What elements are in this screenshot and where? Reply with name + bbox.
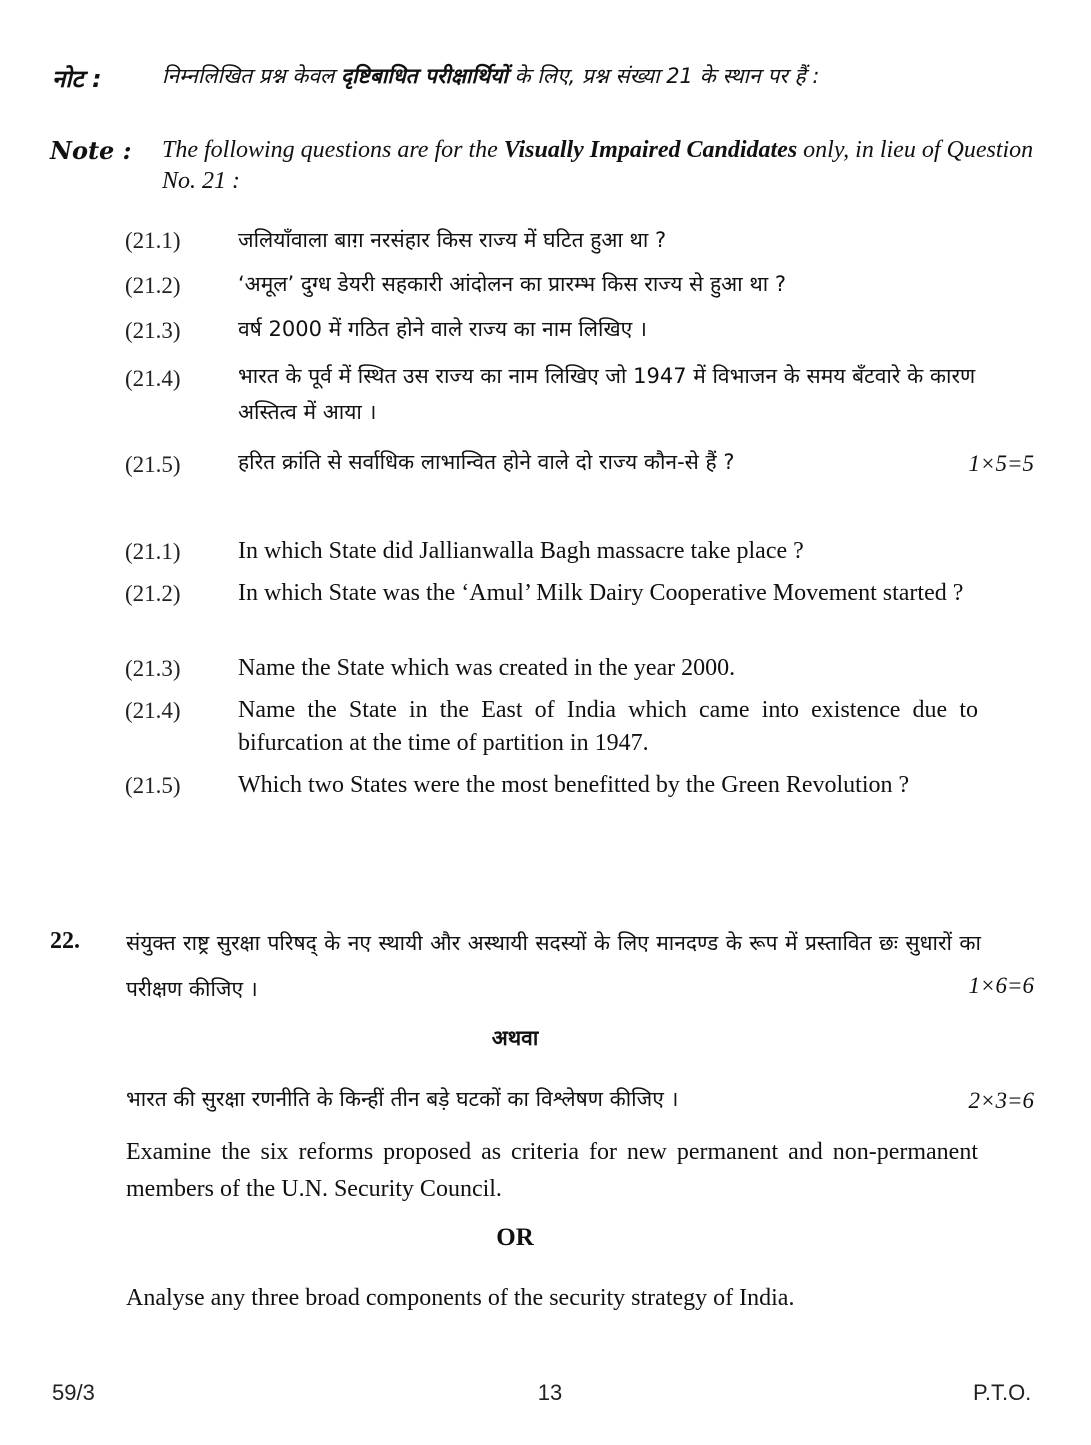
hindi-q-number: (21.4) <box>125 366 181 391</box>
english-q-number: (21.4) <box>125 698 181 723</box>
english-q-number: (21.3) <box>125 656 181 681</box>
hindi-q-text: जलियाँवाला बाग़ नरसंहार किस राज्य में घटित हुआ था ? <box>238 228 667 252</box>
english-q-number: (21.2) <box>125 581 181 606</box>
note-text-hindi-bold: दृष्टिबाधित परीक्षार्थियों <box>340 64 508 88</box>
hindi-marks: 1×5=5 <box>968 451 1034 476</box>
note-text-english <box>162 135 1034 197</box>
q22-hindi-alt-marks: 2×3=6 <box>968 1088 1034 1113</box>
q22-english-alt-text: Analyse any three broad components of the security strategy of India. <box>126 1285 795 1311</box>
note-text-english-bold: Visually Impaired Candidates <box>503 137 798 163</box>
english-q-text: In which State was the ‘Amul’ Milk Dairy Cooperative Movement started ? <box>238 580 964 606</box>
hindi-or-label: अथवा <box>491 1026 539 1050</box>
note-text-hindi-after: के लिए, प्रश्न संख्या 21 के स्थान पर हैं : <box>507 64 820 88</box>
english-q-text: Which two States were the most benefitted by the Green Revolution ? <box>238 772 910 798</box>
hindi-q-text: भारत के पूर्व में स्थित उस राज्य का नाम लिखिए जो 1947 में विभाजन के समय बँटवारे के कारण अस्तित्व में आया । <box>238 364 976 424</box>
note-text-hindi-before: निम्नलिखित प्रश्न केवल <box>162 64 341 88</box>
question-number: 22. <box>50 928 80 954</box>
hindi-q-text: वर्ष 2000 में गठित होने वाले राज्य का नाम लिखिए । <box>238 317 647 341</box>
note-label-hindi: नोट : <box>52 65 102 93</box>
hindi-q-number: (21.3) <box>125 318 181 343</box>
english-q-text: In which State did Jallianwalla Bagh massacre take place ? <box>238 538 804 564</box>
paper-code: 59/3 <box>52 1380 95 1405</box>
english-q-text: Name the State which was created in the year 2000. <box>238 655 736 681</box>
hindi-q-number: (21.5) <box>125 452 181 477</box>
hindi-q-text: हरित क्रांति से सर्वाधिक लाभान्वित होने वाले दो राज्य कौन-से हैं ? <box>238 450 735 474</box>
q22-hindi-alt-text: भारत की सुरक्षा रणनीति के किन्हीं तीन बड़े घटकों का विश्लेषण कीजिए । <box>126 1087 679 1111</box>
note-text-hindi <box>162 60 1032 92</box>
q22-english-text: Examine the six reforms proposed as criteria for new permanent and non-permanent members of the U.N. Security Council. <box>126 1139 978 1202</box>
q22-hindi-marks: 1×6=6 <box>968 973 1034 998</box>
english-or-label: OR <box>496 1224 534 1251</box>
english-q-number: (21.5) <box>125 773 181 798</box>
note-label-english: Note : <box>50 136 132 165</box>
english-q-number: (21.1) <box>125 539 181 564</box>
pto-label: P.T.O. <box>973 1380 1032 1405</box>
hindi-q-number: (21.2) <box>125 273 181 298</box>
page-number: 13 <box>537 1380 563 1405</box>
english-q-text: Name the State in the East of India which came into existence due to bifurcation at the time of partition in 1947. <box>238 697 978 756</box>
hindi-q-number: (21.1) <box>125 228 181 253</box>
note-text-english-before: The following questions are for the <box>162 137 504 163</box>
note-text-english-after: only, in lieu of Question No. 21 : <box>162 137 1034 194</box>
q22-hindi-text: संयुक्त राष्ट्र सुरक्षा परिषद् के नए स्थायी और अस्थायी सदस्यों के लिए मानदण्ड के रूप में प्रस्तावित छः सुधारों का परीक्षण कीजिए । <box>126 931 981 1001</box>
hindi-q-text: ‘अमूल’ दुग्ध डेयरी सहकारी आंदोलन का प्रारम्भ किस राज्य से हुआ था ? <box>238 272 786 296</box>
